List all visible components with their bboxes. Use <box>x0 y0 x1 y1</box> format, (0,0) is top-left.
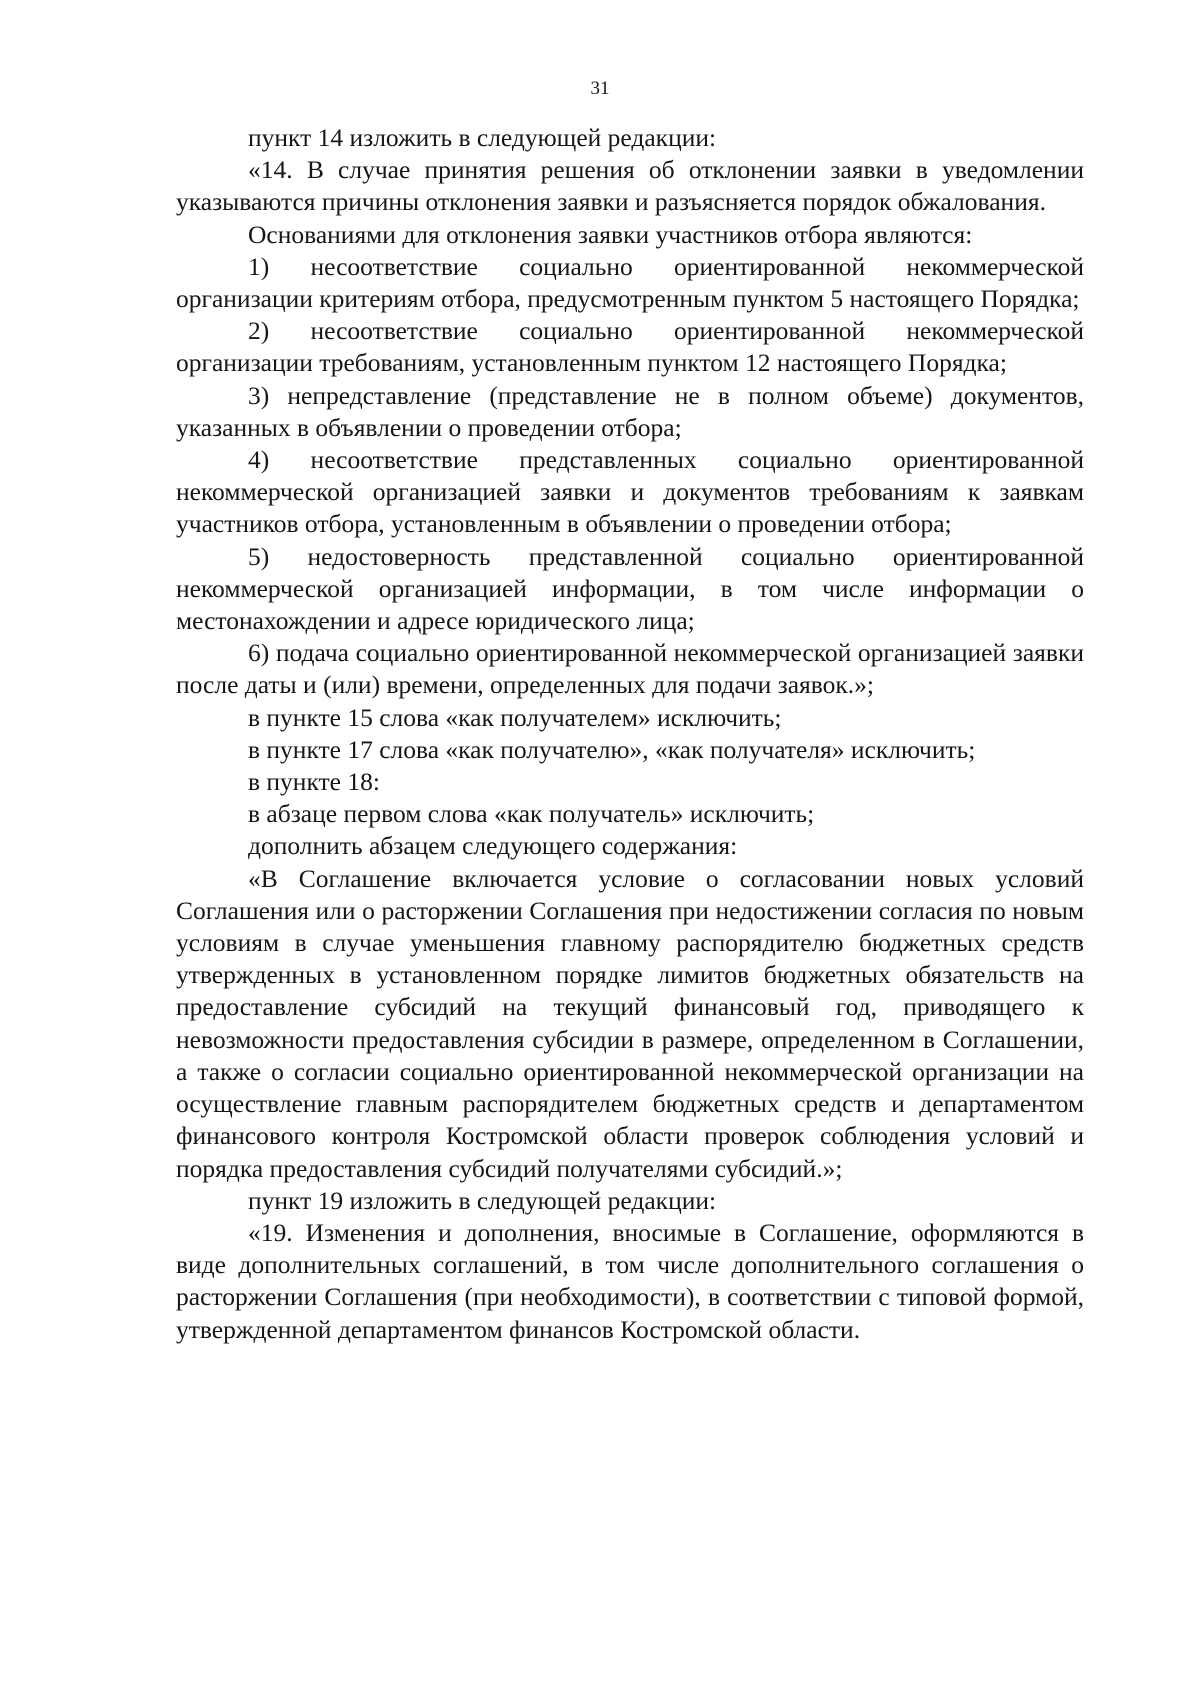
paragraph: дополнить абзацем следующего содержания: <box>248 831 738 861</box>
paragraph: 1) несоответствие социально ориентированной некоммерческой организации критериям отбора, предусмотренным пунктом 5 настоящего Порядка; <box>176 251 1084 314</box>
paragraph: в пункте 17 слова «как получателю», «как получателя» исключить; <box>248 734 976 764</box>
paragraph: 3) непредставление (представление не в полном объеме) документов, указанных в объявлении о проведении отбора; <box>176 380 1084 442</box>
paragraph: пункт 14 изложить в следующей редакции: <box>248 123 717 152</box>
paragraph: 4) несоответствие представленных социально ориентированной некоммерческой организацией заявки и документов требованиям к заявкам участников отбора, установленным в объявлении о проведении отбора; <box>176 445 1084 539</box>
document-body <box>176 122 1084 1346</box>
paragraph: в пункте 18: <box>248 767 380 797</box>
paragraph: «19. Изменения и дополнения, вносимые в Соглашение, оформляются в виде дополнительных соглашений, в том числе дополнительного соглашения о расторжении Соглашения (при необходимости), в соответствии с типовой формой, утвержденной департаментом финансов Костромской области. <box>176 1217 1084 1344</box>
paragraph: «14. В случае принятия решения об отклонении заявки в уведомлении указываются причины отклонения заявки и разъясняется порядок обжалования. <box>176 155 1084 217</box>
paragraph: 5) недостоверность представленной социально ориентированной некоммерческой организацией информации, в том числе информации о местонахождении и адресе юридического лица; <box>176 541 1084 636</box>
paragraph: в пункте 15 слова «как получателем» исключить; <box>248 702 782 732</box>
paragraph: в абзаце первом слова «как получатель» исключить; <box>248 799 815 829</box>
page-number: 31 <box>590 78 610 99</box>
paragraph: «В Соглашение включается условие о согласовании новых условий Соглашения или о расторжении Соглашения при недостижении согласия по новым условиям в случае уменьшения главному распорядителю бюджетных средств утвержденных в установленном порядке лимитов бюджетных обязательств на предоставление субсидий на текущий финансовый год, приводящего к невозможности предоставления субсидии в размере, определенном в Соглашении, а также о согласии социально ориентированной некоммерческой организации на осуществление главным распорядителем бюджетных средств и департаментом финансового контроля Костромской области проверок соблюдения условий и порядка предоставления субсидий получателями субсидий.»; <box>176 863 1084 1183</box>
paragraph: 6) подача социально ориентированной некоммерческой организацией заявки после даты и (или) времени, определенных для подачи заявок.»; <box>176 638 1084 700</box>
paragraph: Основаниями для отклонения заявки участников отбора являются: <box>248 219 973 249</box>
paragraph: 2) несоответствие социально ориентированной некоммерческой организации требованиям, установленным пунктом 12 настоящего Порядка; <box>176 316 1084 378</box>
paragraph: пункт 19 изложить в следующей редакции: <box>248 1185 717 1215</box>
